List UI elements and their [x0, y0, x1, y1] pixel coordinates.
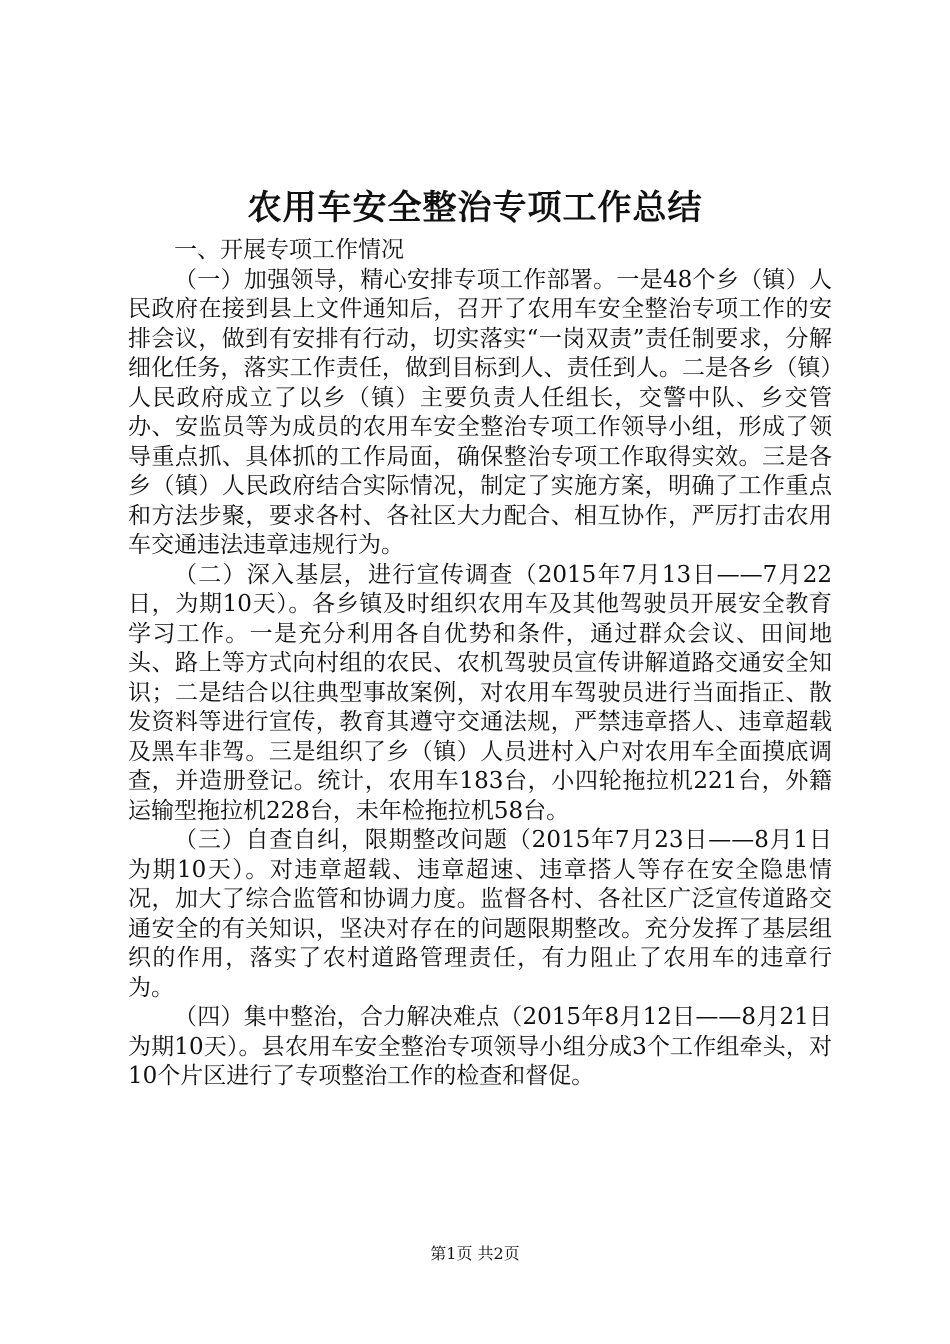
document-body	[128, 236, 832, 1092]
paragraph-3: （三）自查自纠，限期整改问题（2015年7月23日——8月1日为期10天）。对违章超载、违章超速、违章搭人等存在安全隐患情况，加大了综合监管和协调力度。监督各村、各社区广泛宣传道路交通安全的有关知识，坚决对存在的问题限期整改。充分发挥了基层组织的作用，落实了农村道路管理责任，有力阻止了农用车的违章行为。	[128, 827, 832, 1001]
paragraph-2: （二）深入基层，进行宣传调查（2015年7月13日——7月22日，为期10天）。各乡镇及时组织农用车及其他驾驶员开展安全教育学习工作。一是充分利用各自优势和条件，通过群众会议、田间地头、路上等方式向村组的农民、农机驾驶员宣传讲解道路交通安全知识；二是结合以往典型事故案例，对农用车驾驶员进行当面指正、散发资料等进行宣传，教育其遵守交通法规，严禁违章搭人、违章超载及黑车非驾。三是组织了乡（镇）人员进村入户对农用车全面摸底调查，并造册登记。统计，农用车183台，小四轮拖拉机221台，外籍运输型拖拉机228台，未年检拖拉机58台。	[128, 561, 832, 824]
paragraph-4: （四）集中整治，合力解决难点（2015年8月12日——8月21日为期10天）。县农用车安全整治专项领导小组分成3个工作组牵头，对10个片区进行了专项整治工作的检查和督促。	[128, 1004, 832, 1089]
page-footer: 第1页 共2页	[430, 1244, 520, 1263]
paragraph-1: （一）加强领导，精心安排专项工作部署。一是48个乡（镇）人民政府在接到县上文件通知后，召开了农用车安全整治专项工作的安排会议，做到有安排有行动，切实落实“一岗双责”责任制要求，分解细化任务，落实工作责任，做到目标到人、责任到人。二是各乡（镇）人民政府成立了以乡（镇）主要负责人任组长，交警中队、乡交管办、安监员等为成员的农用车安全整治专项工作领导小组，形成了领导重点抓、具体抓的工作局面，确保整治专项工作取得实效。三是各乡（镇）人民政府结合实际情况，制定了实施方案，明确了工作重点和方法步聚，要求各村、各社区大力配合、相互协作，严厉打击农用车交通违法违章违规行为。	[128, 266, 832, 558]
document-title: 农用车安全整治专项工作总结	[247, 188, 703, 228]
section-heading: 一、开展专项工作情况	[174, 237, 404, 263]
